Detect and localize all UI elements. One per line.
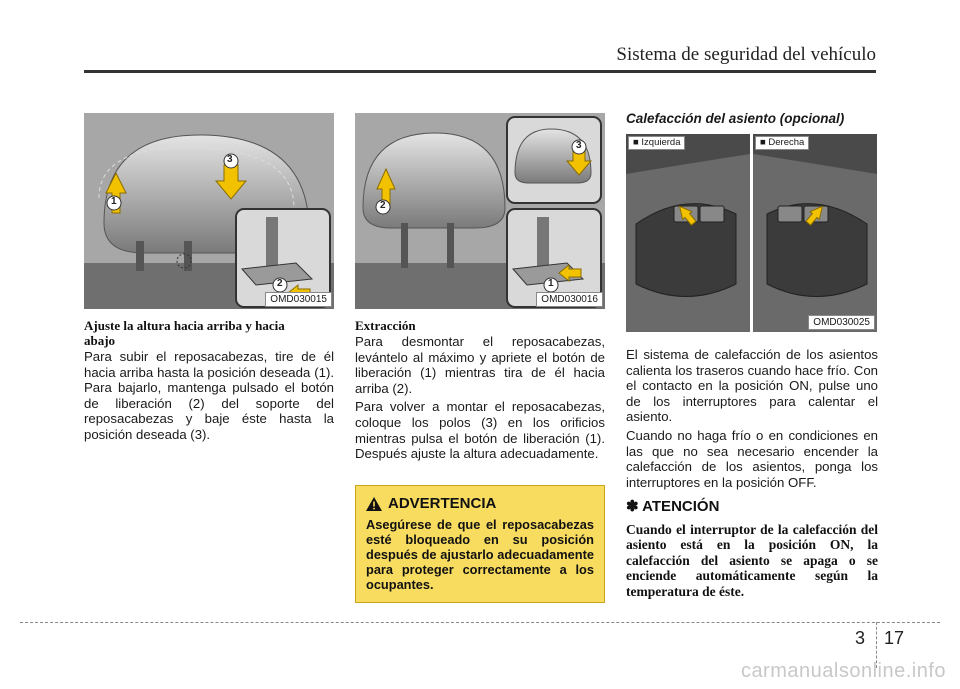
figure-seat-warmer <box>626 134 877 332</box>
watermark: carmanualsonline.info <box>740 660 946 682</box>
header-rule <box>84 70 876 73</box>
col3-paragraph-2: Cuando no haga frío o en condiciones en las que no sea necesario encender la calefacción de los asientos, ponga los interruptores en la posición OFF. <box>626 427 878 490</box>
col2-body <box>355 334 605 465</box>
col3-body <box>626 347 878 493</box>
footer-rule <box>20 622 940 623</box>
seat-warmer-illustration <box>626 134 877 332</box>
label-left: ■ Izquierda <box>628 136 685 150</box>
col2-paragraph-2: Para volver a montar el reposacabezas, coloque los polos (3) en los orificios mientras pulsa el botón de liberación (1). Después ajuste la altura adecuadamente. <box>355 399 605 462</box>
figure-code: OMD030016 <box>536 292 603 307</box>
figure-code: OMD030025 <box>808 315 875 330</box>
callout-2: 2 <box>380 200 386 211</box>
warning-body: Asegúrese de que el reposacabezas esté bloqueado en su posición después de ajustarlo adecuadamente para proteger correctamente a los ocupantes. <box>366 517 594 592</box>
callout-2: 2 <box>277 278 283 289</box>
callout-3: 3 <box>227 154 233 165</box>
col1-body <box>84 349 334 446</box>
section-title: Sistema de seguridad del vehículo <box>616 44 876 65</box>
warning-title: ADVERTENCIA <box>388 495 497 512</box>
figure-headrest-removal <box>355 113 605 309</box>
col2-heading: Extracción <box>355 318 416 333</box>
callout-3: 3 <box>576 140 582 151</box>
headrest-adjust-illustration <box>84 113 334 309</box>
col2-paragraph-1: Para desmontar el reposacabezas, levántelo al máximo y apriete el botón de liberación (1) mientras tira de él hacia arriba (2). <box>355 334 605 396</box>
chapter-number: 3 <box>855 628 866 648</box>
col3-paragraph-1: El sistema de calefacción de los asientos calienta los traseros cuando hace frío. Con el contacto en la posición ON, pulse uno de los interruptores para calentar el asiento. <box>626 347 878 425</box>
page-number: 17 <box>884 628 905 648</box>
warning-triangle-icon <box>366 497 382 511</box>
figure-code: OMD030015 <box>265 292 332 307</box>
attention-body: Cuando el interruptor de la calefacción del asiento está en la posición ON, la calefacción del asiento se apaga o se enciende automáticamente según la temperatura de éste. <box>626 522 878 599</box>
seat-warmer-title: Calefacción del asiento (opcional) <box>626 111 845 126</box>
col1-paragraph: Para subir el reposacabezas, tire de él hacia arriba hasta la posición deseada (1). Para bajarlo, mantenga pulsado el botón de liberación (2) del soporte del reposacabezas y baje éste hasta la posición deseada (3). <box>84 349 334 442</box>
attention-heading: ✽ ATENCIÓN <box>626 498 720 515</box>
figure-headrest-adjust <box>84 113 334 309</box>
warning-box <box>355 485 605 603</box>
callout-1: 1 <box>548 278 554 289</box>
label-right: ■ Derecha <box>755 136 809 150</box>
col1-heading: Ajuste la altura hacia arriba y hacia abajo <box>84 318 285 348</box>
callout-1: 1 <box>111 196 117 207</box>
headrest-removal-illustration <box>355 113 605 309</box>
